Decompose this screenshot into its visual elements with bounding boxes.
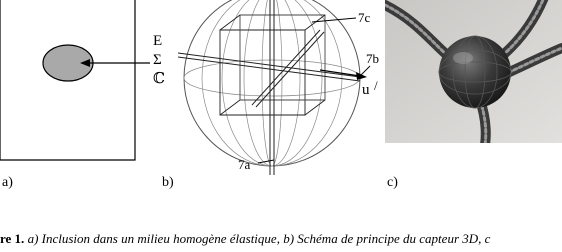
caption-body: a) Inclusion dans un milieu homogène élastique, b) Schéma de principe du capteur 3D, c <box>27 231 491 246</box>
u-vector-mark: / <box>374 78 378 93</box>
sensor-sphere <box>439 36 511 108</box>
sensor-photo <box>385 0 562 143</box>
panel-c <box>385 0 562 215</box>
sphere-highlight <box>453 52 473 64</box>
u-vector-label: u <box>362 82 370 98</box>
panel-c-label: c) <box>387 175 398 190</box>
sensor-photo-drawing <box>385 0 562 143</box>
panel-a <box>0 0 165 215</box>
figure-caption <box>0 232 562 246</box>
sensor-3d-schematic <box>160 0 385 215</box>
u-arrowhead <box>356 72 367 80</box>
symbol-sigma: Σ <box>153 52 162 68</box>
callout-7b: 7b <box>366 51 379 66</box>
cube-back-face <box>240 15 325 100</box>
callout-7a: 7a <box>238 157 251 172</box>
leader-7a <box>258 160 274 163</box>
leader-7b <box>360 66 370 76</box>
panel-a-label: a) <box>2 175 13 190</box>
panel-a-figure <box>0 0 163 215</box>
cube-edge <box>305 100 325 115</box>
panel-b-label: b) <box>162 175 174 190</box>
callout-7c: 7c <box>358 10 371 25</box>
rod-horizontal <box>178 57 360 81</box>
symbol-e: E <box>153 33 163 49</box>
panel-b <box>160 0 385 215</box>
symbol-c: ℂ <box>153 71 165 87</box>
cube-edge <box>220 100 240 115</box>
cube-edge <box>220 15 240 30</box>
caption-lead: re 1. <box>0 231 25 246</box>
